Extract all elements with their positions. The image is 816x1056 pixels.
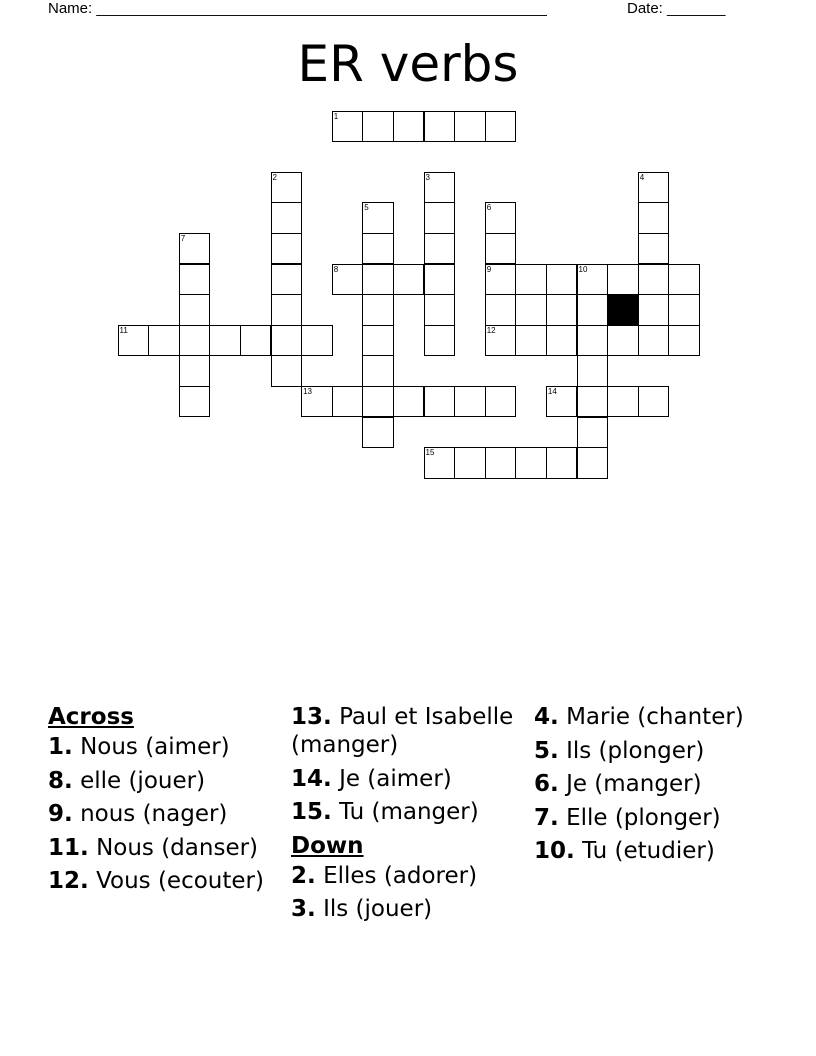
clue-text: Ils (plonger)	[566, 737, 705, 764]
grid-cell[interactable]	[424, 202, 456, 234]
grid-cell[interactable]	[485, 111, 517, 143]
grid-cell[interactable]	[577, 264, 609, 296]
clue-number-label: 7	[180, 233, 186, 243]
grid-cell[interactable]	[454, 447, 486, 479]
clue-number-label: 12	[486, 325, 496, 335]
grid-cell[interactable]	[332, 264, 364, 296]
grid-cell[interactable]	[393, 264, 425, 296]
grid-cell[interactable]	[546, 386, 578, 418]
grid-cell[interactable]	[546, 294, 578, 326]
grid-cell[interactable]	[240, 325, 272, 357]
grid-cell[interactable]	[546, 325, 578, 357]
clue-column-3	[534, 703, 766, 871]
clue-down-6	[534, 770, 766, 798]
clue-text: Je (manger)	[566, 771, 702, 797]
grid-cell[interactable]	[362, 355, 394, 387]
clue-number-label: 14	[547, 386, 557, 396]
grid-cell[interactable]	[454, 386, 486, 418]
clue-across-1	[48, 733, 280, 761]
black-square	[608, 295, 639, 326]
clue-number: 8.	[48, 767, 73, 794]
clue-down-5	[534, 737, 766, 765]
grid-cell[interactable]	[577, 294, 609, 326]
grid-cell[interactable]	[607, 386, 639, 418]
grid-cell[interactable]	[424, 386, 456, 418]
grid-cell[interactable]	[424, 172, 456, 204]
clue-number-label: 3	[425, 172, 430, 182]
clue-down-7	[534, 804, 766, 832]
grid-cell[interactable]	[424, 111, 456, 143]
grid-cell[interactable]	[271, 294, 303, 326]
clue-number: 10.	[534, 838, 575, 864]
clue-number: 12.	[48, 868, 89, 894]
grid-cell[interactable]	[607, 325, 639, 357]
clue-number-label: 6	[486, 203, 492, 213]
grid-cell[interactable]	[668, 264, 700, 296]
clue-down-3	[291, 895, 523, 923]
grid-cell[interactable]	[577, 325, 609, 357]
grid-cell[interactable]	[362, 294, 394, 326]
grid-cell[interactable]	[118, 325, 150, 357]
clue-text: Je (aimer)	[339, 765, 452, 792]
clue-number-label: 8	[333, 264, 339, 274]
grid-cell[interactable]	[179, 386, 211, 418]
grid-cell[interactable]	[362, 264, 394, 296]
grid-cell[interactable]	[577, 417, 609, 449]
grid-cell[interactable]	[209, 325, 241, 357]
clue-number: 2.	[291, 862, 316, 889]
grid-cell[interactable]	[638, 233, 670, 265]
grid-cell[interactable]	[393, 111, 425, 143]
clue-number: 13.	[291, 704, 332, 730]
clue-number: 9.	[48, 801, 73, 827]
grid-cell[interactable]	[362, 202, 394, 234]
grid-cell[interactable]	[515, 447, 547, 479]
grid-cell[interactable]	[577, 386, 609, 418]
grid-cell[interactable]	[271, 325, 303, 357]
grid-cell[interactable]	[332, 111, 364, 143]
clue-down-4	[534, 703, 766, 731]
clue-column-2	[291, 703, 523, 929]
clue-text: nous (nager)	[80, 801, 228, 827]
page-title: ER verbs	[297, 35, 519, 93]
clue-across-8	[48, 767, 280, 795]
grid-cell[interactable]	[485, 202, 517, 234]
grid-cell[interactable]	[638, 264, 670, 296]
clue-text: Elle (plonger)	[566, 804, 721, 831]
clue-number-label: 2	[272, 172, 277, 182]
grid-cell[interactable]	[515, 294, 547, 326]
grid-cell[interactable]	[485, 386, 517, 418]
clue-number: 3.	[291, 896, 316, 922]
clue-across-11	[48, 834, 280, 862]
clue-text: Vous (ecouter)	[96, 868, 264, 894]
grid-cell[interactable]	[362, 111, 394, 143]
grid-cell[interactable]	[546, 447, 578, 479]
grid-cell[interactable]	[424, 233, 456, 265]
grid-cell[interactable]	[301, 325, 333, 357]
grid-cell[interactable]	[485, 233, 517, 265]
grid-cell[interactable]	[607, 264, 639, 296]
grid-cell[interactable]	[271, 202, 303, 234]
clue-text: elle (jouer)	[80, 767, 206, 794]
clue-number: 1.	[48, 734, 73, 760]
grid-cell[interactable]	[577, 355, 609, 387]
clue-number-label: 1	[333, 111, 339, 121]
grid-cell[interactable]	[638, 386, 670, 418]
clue-number: 15.	[291, 799, 332, 825]
grid-cell[interactable]	[271, 233, 303, 265]
clue-text: Marie (chanter)	[566, 704, 744, 730]
clue-across-15	[291, 798, 523, 826]
name-line: Name: ______________________________________________________	[48, 0, 547, 17]
clue-number-label: 10	[578, 264, 588, 274]
clue-number: 6.	[534, 771, 559, 797]
grid-cell[interactable]	[393, 386, 425, 418]
grid-cell[interactable]	[362, 386, 394, 418]
grid-cell[interactable]	[362, 233, 394, 265]
grid-cell[interactable]	[424, 447, 456, 479]
clue-across-13	[291, 703, 523, 759]
clue-number-label: 9	[486, 264, 492, 274]
grid-cell[interactable]	[424, 294, 456, 326]
clue-number: 7.	[534, 804, 559, 831]
clue-number-label: 13	[303, 386, 312, 396]
grid-cell[interactable]	[362, 325, 394, 357]
grid-cell[interactable]	[271, 264, 303, 296]
grid-cell[interactable]	[546, 264, 578, 296]
clue-number-label: 15	[425, 448, 435, 458]
grid-cell[interactable]	[638, 202, 670, 234]
clue-down-10	[534, 837, 766, 865]
clue-across-9	[48, 800, 280, 828]
grid-cell[interactable]	[179, 233, 211, 265]
clue-text: Ils (jouer)	[323, 896, 433, 922]
grid-cell[interactable]	[515, 325, 547, 357]
grid-cell[interactable]	[148, 325, 180, 357]
grid-cell[interactable]	[424, 264, 456, 296]
grid-cell[interactable]	[485, 264, 517, 296]
clue-number: 5.	[534, 737, 559, 764]
clue-text: Elles (adorer)	[323, 862, 478, 889]
grid-cell[interactable]	[638, 325, 670, 357]
clue-across-14	[291, 765, 523, 793]
clue-text: Tu (manger)	[339, 799, 479, 825]
grid-cell[interactable]	[668, 294, 700, 326]
grid-cell[interactable]	[271, 355, 303, 387]
clue-number: 14.	[291, 765, 332, 792]
clue-number: 4.	[534, 704, 559, 730]
grid-cell[interactable]	[485, 447, 517, 479]
clue-down-2	[291, 862, 523, 890]
clue-column-1	[48, 703, 280, 901]
grid-cell[interactable]	[179, 355, 211, 387]
grid-cell[interactable]	[179, 325, 211, 357]
grid-cell[interactable]	[638, 172, 670, 204]
clue-number-label: 11	[119, 325, 128, 335]
grid-cell[interactable]	[515, 264, 547, 296]
clue-number-label: 5	[364, 203, 369, 213]
clue-number-label: 4	[639, 172, 645, 182]
grid-cell[interactable]	[454, 111, 486, 143]
across-heading: Across	[48, 704, 134, 730]
grid-cell[interactable]	[301, 386, 333, 418]
grid-cell[interactable]	[638, 294, 670, 326]
grid-cell[interactable]	[271, 172, 303, 204]
grid-cell[interactable]	[485, 294, 517, 326]
grid-cell[interactable]	[485, 325, 517, 357]
clue-across-12	[48, 867, 280, 895]
clue-number: 11.	[48, 834, 89, 861]
grid-cell[interactable]	[424, 325, 456, 357]
grid-cell[interactable]	[668, 325, 700, 357]
down-heading: Down	[291, 832, 364, 859]
grid-cell[interactable]	[179, 294, 211, 326]
clue-text: Nous (danser)	[96, 834, 259, 861]
clue-text: Nous (aimer)	[80, 734, 230, 760]
clue-text: Tu (etudier)	[582, 838, 715, 864]
date-line: Date: _______	[627, 0, 726, 17]
grid-cell[interactable]	[332, 386, 364, 418]
clue-text: Paul et Isabelle (manger)	[291, 704, 514, 758]
grid-cell[interactable]	[362, 417, 394, 449]
grid-cell[interactable]	[179, 264, 211, 296]
grid-cell[interactable]	[577, 447, 609, 479]
